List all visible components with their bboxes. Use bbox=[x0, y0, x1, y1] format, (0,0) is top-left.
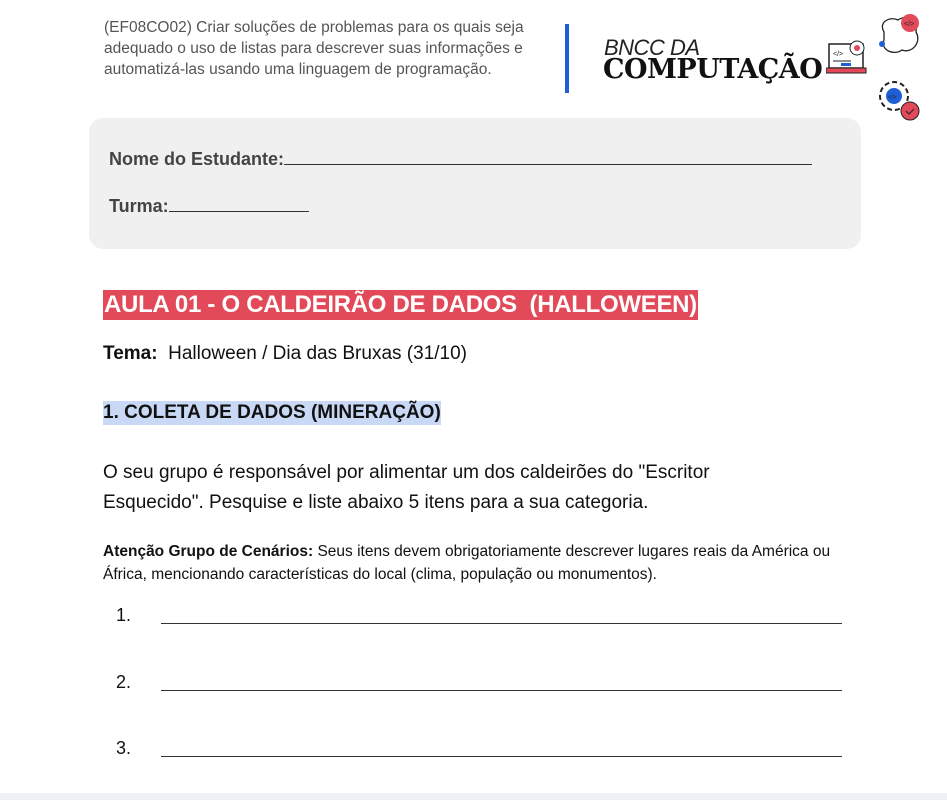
answer-line[interactable] bbox=[161, 690, 842, 691]
student-name-field[interactable] bbox=[109, 149, 812, 170]
student-name-line[interactable] bbox=[284, 164, 812, 165]
class-field[interactable] bbox=[109, 196, 309, 217]
answer-line[interactable] bbox=[161, 623, 842, 624]
logo-line2: COMPUTAÇÃO bbox=[603, 54, 823, 85]
skill-description: (EF08CO02) Criar soluções de problemas para os quais seja adequado o uso de listas para descrever suas informações e automatizá-las usando uma linguagem de programação. bbox=[104, 19, 524, 78]
svg-text:</>: </> bbox=[833, 51, 844, 58]
item-number: 2. bbox=[116, 672, 132, 692]
page-bottom-edge bbox=[0, 793, 947, 800]
laptop-icon bbox=[826, 36, 874, 84]
logo-line1: BNCC DA bbox=[604, 35, 700, 60]
answer-line[interactable] bbox=[161, 756, 842, 757]
instructions-paragraph: O seu grupo é responsável por alimentar um dos caldeirões do "Escritor Esquecido". Pesquise e liste abaixo 5 itens para a sua categoria. bbox=[103, 462, 710, 513]
item-number: 1. bbox=[116, 605, 132, 625]
svg-text:</>: </> bbox=[888, 95, 897, 101]
list-item[interactable] bbox=[116, 605, 842, 626]
attention-note bbox=[103, 540, 843, 586]
class-label: Turma: bbox=[109, 196, 169, 216]
item-number: 3. bbox=[116, 738, 132, 758]
svg-text:</>: </> bbox=[904, 21, 915, 28]
section-heading: 1. COLETA DE DADOS (MINERAÇÃO) bbox=[103, 402, 441, 423]
class-line[interactable] bbox=[169, 211, 309, 212]
attention-text: Seus itens devem obrigatoriamente descrever lugares reais da América ou África, mencionando características do local (clima, população ou monumentos). bbox=[103, 543, 831, 583]
theme-label: Tema: bbox=[103, 343, 158, 364]
brain-code-icon bbox=[876, 12, 926, 60]
list-item[interactable] bbox=[116, 672, 842, 693]
gear-check-icon bbox=[876, 78, 922, 124]
list-item[interactable] bbox=[116, 738, 842, 759]
student-name-label: Nome do Estudante: bbox=[109, 149, 285, 169]
student-info-box bbox=[89, 118, 861, 249]
theme bbox=[103, 343, 467, 365]
lesson-title: AULA 01 - O CALDEIRÃO DE DADOS (HALLOWEEN) bbox=[104, 291, 697, 318]
attention-label: Atenção Grupo de Cenários: bbox=[103, 543, 314, 560]
divider bbox=[565, 24, 569, 93]
theme-value: Halloween / Dia das Bruxas (31/10) bbox=[168, 343, 467, 364]
